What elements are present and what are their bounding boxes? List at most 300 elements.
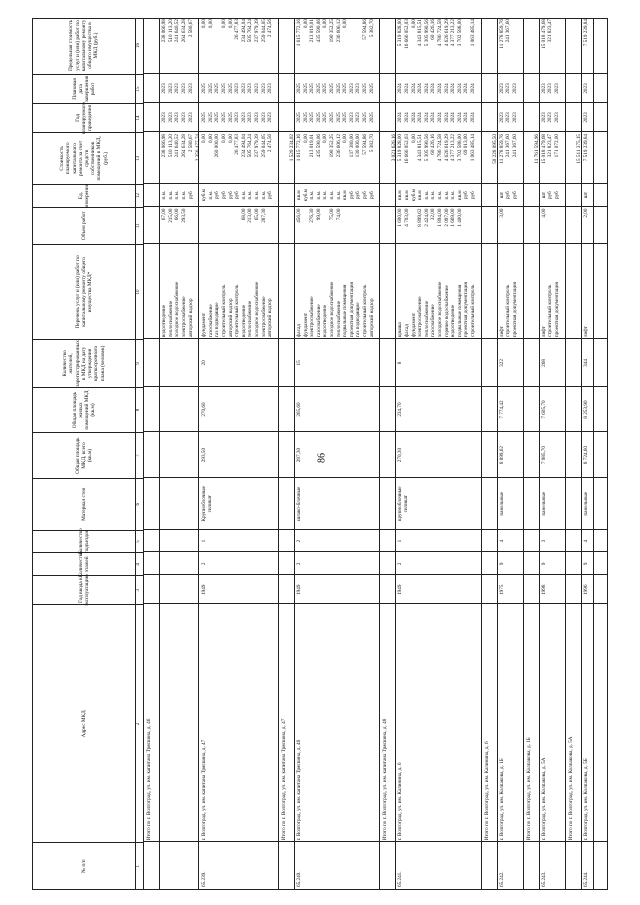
limit-cost-cell: 5 382,70 [368,19,375,38]
plan-year-cell: 2023 [554,112,560,123]
work-type-cell: электроснабжение [309,296,316,338]
plan-year-cell: 2024 [437,112,443,123]
plan-year-cell: 2025 [201,112,208,123]
header-column [33,339,135,387]
limit-cost-cell: 0,00 [227,19,234,29]
limit-cost-cell: 15 018 479,68 [540,19,547,49]
entrances-cell: 4 [498,539,505,543]
header-column [33,74,135,103]
header-column [33,387,135,433]
year-cell: 1949 [201,584,208,595]
column-number: 3 [136,588,141,592]
block-divider [593,19,594,889]
limit-cost-cell: 11 278 859,76 [498,19,505,49]
plan-year-cell: 2024 [430,112,437,123]
cost-cell: 0,00 [322,133,329,144]
address-cell: г. Волгоград, ул. им. Колпакова, д. 5Б [582,758,589,841]
row-number: 65.243. [540,871,547,887]
material-cell: панельные [498,491,505,516]
cost-cell: 190 352,25 [329,133,335,158]
unit-cell: руб [234,191,241,199]
end-date-cell: 2024 [430,83,437,94]
subtotal-label: Итого по г. Волгоград, ул. им. капитана Тряскина, д. 48 [382,718,389,841]
work-type-cell: водоотведение [161,304,168,338]
column-number: 1 [136,864,141,868]
cost-cell: 4 377 213,22 [450,133,457,162]
unit-cell: руб [348,191,355,199]
column-divider [143,574,607,575]
area-total-cell: 8 899,62 [498,446,505,465]
work-type-cell: строительный контроль [505,284,512,338]
end-date-cell: 2023 [187,83,194,94]
column-number-cell [135,478,143,530]
limit-cost-cell: 26 477,83 [234,19,241,40]
header-cell: Год ввода в эксплуатацию [77,574,90,607]
limit-cost-cell: 4 786 724,58 [437,19,443,47]
unit-cell: кв.м [296,190,302,200]
table-body [144,19,607,889]
end-date-cell: 2024 [463,83,470,94]
header-column [33,184,135,207]
plan-year-cell: 2025 [329,112,335,123]
limit-cost-cell: 2 474,56 [267,19,274,38]
unit-cell: п.м. [181,190,187,200]
plan-year-cell: 2024 [397,112,404,123]
residents-cell: 8 [397,361,404,365]
cost-cell: 259 044,05 [260,133,267,158]
unit-cell: кв.м [397,190,404,200]
unit-cell: куб.м [302,189,309,202]
plan-year-cell: 2023 [161,112,168,123]
unit-cell: п.м. [315,190,322,200]
plan-year-cell: 2025 [362,112,368,123]
column-number: 11 [136,223,141,229]
unit-cell: руб [368,191,375,199]
plan-year-cell: 2023 [254,112,260,123]
plan-year-cell: 2023 [260,112,267,123]
end-date-cell: 2023 [505,83,512,94]
subtotal-label: Итого по г. Волгоград, ул. им. Колпакова, д. 1Б [525,737,532,841]
plan-year-cell: 2023 [582,112,589,123]
row-number: 65.242. [498,871,505,887]
header-cell: Количество подъездов [77,528,90,555]
capital-repair-table [32,18,608,890]
volume-cell: 66,00 [174,208,181,221]
limit-cost-cell: 510 113,20 [167,19,174,43]
address-cell: г. Волгоград, ул. им. Колпакова, д. 5А [540,757,547,841]
cost-cell: 0,00 [302,133,309,144]
subtotal-label: Итого по г. Волгоград, ул. им. Колпакова, д. 5А [567,736,574,841]
plan-year-cell: 2025 [227,112,234,123]
area-total-cell: 287,30 [296,447,302,463]
unit-cell: п.м. [254,190,260,200]
work-type-cell: теплоснабжение [335,300,342,338]
unit-cell: кв.м [456,190,463,200]
volume-cell: 213,00 [247,208,254,223]
volume-cell: 74,00 [335,208,342,221]
end-date-cell: 2023 [554,83,560,94]
end-date-cell: 2023 [174,83,181,94]
column-number-cell [135,103,143,132]
column-number: 10 [136,289,141,295]
limit-cost-cell: 5 319 828,00 [397,19,404,47]
limit-cost-cell: 0,00 [322,19,329,29]
cost-cell: 241 367,60 [512,133,518,158]
work-type-cell: подвальные помещения [342,284,349,338]
limit-cost-cell: 259 044,05 [260,19,267,43]
unit-cell: п.м. [309,190,316,200]
header-cell: Год планируемого проведения [74,102,94,134]
column-number: 9 [136,362,141,365]
end-date-cell: 2023 [161,83,168,94]
end-date-cell: 2023 [348,83,355,94]
end-date-cell: 2024 [417,83,424,94]
volume-cell: 293,50 [181,208,187,223]
cost-cell: 0,00 [201,133,208,144]
volume-cell: 287,30 [260,208,267,223]
limit-cost-cell: 1 063 485,14 [470,19,476,47]
header-column [33,530,135,553]
end-date-cell: 2023 [247,83,254,94]
cost-cell: 7 519 239,84 [582,133,589,162]
end-date-cell: 2025 [342,83,349,94]
residents-cell: 322 [498,359,505,367]
year-cell: 1949 [296,584,302,595]
unit-cell: п.м. [247,190,254,200]
work-type-cell: лифт [582,326,589,338]
volume-cell: 99,00 [315,208,322,221]
work-type-cell: водоотведение [450,304,457,338]
address-cell: г. Волгоград, ул. им. Колпакова, д. 1Б [498,758,505,841]
plan-year-cell: 2023 [540,112,547,123]
column-number: 8 [136,408,141,412]
header-column [33,478,135,530]
limit-cost-cell: 238 066,98 [161,19,168,43]
end-date-cell: 2023 [234,83,241,94]
entrances-cell: 2 [296,539,302,543]
cost-cell: 171 072,00 [554,133,560,158]
work-type-cell: проектная документация [463,282,470,338]
header-cell: Плановая дата завершения работ [71,75,97,103]
volume-cell: 32,00 [430,208,437,221]
work-type-cell: теплоснабжение [247,300,254,338]
area-living-cell: 270,60 [201,402,208,417]
end-date-cell: 2025 [329,83,335,94]
unit-cell: п.м. [335,190,342,200]
end-date-cell: 2023 [547,83,554,94]
plan-year-cell: 2023 [512,112,518,123]
block-divider [379,19,380,889]
cost-cell: 2 580,67 [187,133,194,153]
plan-year-cell: 2023 [247,112,254,123]
column-number: 6 [136,503,141,506]
area-total-cell: 293,50 [201,447,208,463]
cost-cell: 0,00 [227,133,234,144]
header-cell: № п/п [80,859,87,873]
plan-year-cell: 2023 [498,112,505,123]
header-cell: Материал стен [80,487,87,521]
material-cell: шлако-блочные [296,486,302,521]
limit-cost-cell: 237 979,39 [254,19,260,43]
work-type-cell: авторский надзор [267,298,274,338]
column-divider [143,183,607,184]
work-type-cell: лифт [540,326,547,338]
end-date-cell: 2025 [201,83,208,94]
cost-cell: 5 319 828,00 [397,133,404,162]
column-divider [143,338,607,339]
address-cell: г. Волгоград, ул. им. Калинина, д. 6 [397,762,404,841]
unit-cell: шт [540,192,547,199]
total-cost-cell: 50 228 095,50 [492,133,499,164]
header-cell: Количество этажей [77,551,90,578]
header-column [33,207,135,244]
row-number: 65.241. [397,871,404,887]
limit-cost-cell: 241 640,52 [174,19,181,43]
unit-cell: п.м. [437,190,443,200]
unit-cell: п.м. [430,190,437,200]
column-number: 15 [136,86,141,92]
column-divider [143,73,607,74]
volume-cell: 4,00 [540,208,547,218]
volume-cell: 1 600,00 [397,208,404,227]
column-number-cell [135,207,143,244]
column-divider [143,131,607,132]
cost-cell: 1 063 485,14 [470,133,476,162]
plan-year-cell: 2025 [368,112,375,123]
plan-year-cell: 2023 [505,112,512,123]
end-date-cell: 2025 [309,83,316,94]
end-date-cell: 2023 [254,83,260,94]
column-numbers-row [135,19,144,889]
end-date-cell: 2024 [450,83,457,94]
unit-cell: руб [267,191,274,199]
work-type-cell: строительный контроль [221,284,227,338]
column-number-cell [135,339,143,387]
work-type-cell: крыша [397,322,404,338]
limit-cost-cell: 0,00 [221,19,227,29]
work-type-cell: подвальные помещения [456,284,463,338]
unit-cell: п.м. [423,190,430,200]
limit-cost-cell: 7 519 239,84 [582,19,589,47]
plan-year-cell: 2023 [167,112,174,123]
header-column [33,132,135,184]
subtotal-label: Итого по г. Волгоград, ул. им. капитана Тряскина, д. 47 [280,718,287,841]
volume-cell: 67,00 [161,208,168,221]
unit-cell: кв.м [404,190,410,200]
header-column [33,432,135,478]
cost-cell: 260 000,00 [214,133,221,158]
column-number: 16 [136,43,141,48]
table-header [33,19,136,889]
volume-cell: 4 703,00 [404,208,410,227]
unit-cell: шт [498,192,505,199]
header-column [33,604,135,842]
unit-cell: руб [355,191,362,199]
total-cost-cell: 11 761 594,96 [534,133,541,164]
cost-cell: 11 278 859,76 [498,133,505,164]
end-date-cell: 2024 [443,83,450,94]
column-number-cell [135,387,143,433]
end-date-cell: 2023 [240,83,247,94]
end-date-cell: 2025 [335,83,342,94]
header-column [33,18,135,74]
cost-cell: 241 367,60 [505,133,512,158]
unit-cell: куб.м [201,189,208,202]
work-type-cell: газоснабжение [315,304,322,338]
plan-year-cell: 2024 [404,112,410,123]
cost-cell: 510 113,20 [167,133,174,158]
work-type-cell: электроснабжение [181,296,187,338]
volume-cell: 1 894,00 [437,208,443,227]
cost-cell: 4 786 724,58 [437,133,443,162]
header-cell: Предельная стоимость услуг и (или) работ по капитальному ремонту общего имущества в МКД (руб.) [68,19,100,72]
plan-year-cell: 2024 [470,112,476,123]
total-cost-cell: 3 021 626,16 [390,133,397,162]
column-divider [143,206,607,207]
total-cost-cell: 2 356 477,74 [194,133,201,162]
limit-cost-cell: 241 367,60 [505,19,512,43]
column-number: 14 [136,115,141,121]
row-number: 65.244. [582,871,589,887]
header-column [33,842,135,889]
limit-cost-cell: 505 764,24 [247,19,254,43]
plan-year-cell: 2024 [443,112,450,123]
work-type-cell: водоотведение [322,304,329,338]
volume-cell: 65,00 [254,208,260,221]
end-date-cell: 2025 [322,83,329,94]
cost-cell: 26 477,83 [234,133,241,155]
end-date-cell: 2025 [207,83,214,94]
work-type-cell: горячее водоснабжение [443,285,450,338]
column-divider [143,841,607,842]
end-date-cell: 2023 [540,83,547,94]
year-cell: 1996 [582,584,589,595]
area-living-cell: 7 605,70 [540,400,547,419]
limit-cost-cell: 236 606,12 [335,19,342,43]
end-date-cell: 2023 [167,83,174,94]
cost-cell: 69 013,00 [463,133,470,155]
unit-cell: руб [214,191,221,199]
work-type-cell: газ подводящие [214,302,221,338]
area-living-cell: 265,60 [296,402,302,417]
column-number-cell [135,604,143,842]
unit-cell: п.м. [174,190,181,200]
limit-cost-cell: 321 823,47 [547,19,554,43]
block-divider [481,19,482,889]
cost-cell: 234 494,04 [240,133,247,158]
work-type-cell: электроснабжение [417,296,424,338]
cost-cell: 0,00 [221,133,227,144]
plan-year-cell: 2023 [348,112,355,123]
end-date-cell: 2025 [221,83,227,94]
unit-cell: руб [362,191,368,199]
work-type-cell: электроснабжение [260,296,267,338]
column-divider [143,431,607,432]
limit-cost-cell: 4 377 213,22 [450,19,457,47]
entrances-cell: 4 [582,539,589,543]
plan-year-cell: 2025 [221,112,227,123]
plan-year-cell: 2023 [547,112,554,123]
plan-year-cell: 2025 [302,112,309,123]
work-type-cell: холодное водоснабжение [254,281,260,338]
block-divider [523,19,524,889]
year-cell: 1998 [540,584,547,595]
limit-cost-cell: 234 494,04 [240,19,247,43]
volume-cell: 1 669,00 [450,208,457,227]
plan-year-cell: 2023 [181,112,187,123]
unit-cell: руб [512,191,518,199]
plan-year-cell: 2024 [463,112,470,123]
material-cell: панельные [540,491,547,516]
header-column [33,244,135,339]
cost-cell: 241 640,52 [174,133,181,158]
area-total-cell: 270,30 [397,447,404,463]
plan-year-cell: 2025 [309,112,316,123]
work-type-cell: фасад [404,324,410,338]
residents-cell: 344 [582,359,589,367]
total-cost-cell: 1 520 234,02 [289,133,296,162]
end-date-cell: 2023 [355,83,362,94]
limit-cost-cell: 3 702 588,00 [456,19,463,47]
end-date-cell: 2023 [267,83,274,94]
work-type-cell: строительный контроль [234,284,241,338]
work-type-cell: строительный контроль [470,284,476,338]
residents-cell: 20 [201,360,208,366]
limit-cost-cell: 4 626 619,29 [443,19,450,47]
cost-cell: 213 019,01 [309,133,316,158]
unit-cell: п.м. [322,190,329,200]
volume-cell: 2 424,00 [423,208,430,227]
work-type-cell: авторский надзор [227,298,234,338]
end-date-cell: 2025 [214,83,221,94]
floors-cell: 2 [397,562,404,566]
column-number-cell [135,18,143,74]
unit-cell: руб [463,191,470,199]
work-type-cell: проектная документация [512,282,518,338]
unit-cell: кв.м [417,190,424,200]
plan-year-cell: 2025 [322,112,329,123]
column-number-cell [135,530,143,553]
cost-cell: 1 615 772,16 [296,133,302,162]
subtotal-divider [159,19,160,889]
work-type-cell: лифт [498,326,505,338]
end-date-cell: 2024 [456,83,463,94]
work-type-cell: фундамент [410,312,417,338]
floors-cell: 2 [201,562,208,566]
plan-year-cell: 2023 [355,112,362,123]
subtotal-label: Итого по г. Волгоград, ул. им. Калинина, д. 6 [483,741,490,841]
column-number-cell [135,552,143,575]
plan-year-cell: 2023 [267,112,274,123]
plan-year-cell: 2023 [240,112,247,123]
header-cell: Адрес МКД [80,710,87,738]
end-date-cell: 2024 [470,83,476,94]
end-date-cell: 2023 [181,83,187,94]
entrances-cell: 1 [397,539,404,543]
column-number-cell [135,842,143,889]
entrances-cell: 3 [540,539,547,543]
volume-cell: 8 899,62 [417,208,424,227]
work-type-cell: фундамент [201,312,208,338]
plan-year-cell: 2025 [342,112,349,123]
block-divider [278,19,279,889]
work-type-cell: газоснабжение [430,304,437,338]
area-living-cell: 234,70 [397,402,404,417]
unit-cell: п.м. [207,190,214,200]
work-type-cell: авторский надзор [187,298,194,338]
limit-cost-cell: 60 426,16 [430,19,437,40]
column-divider [143,551,607,552]
